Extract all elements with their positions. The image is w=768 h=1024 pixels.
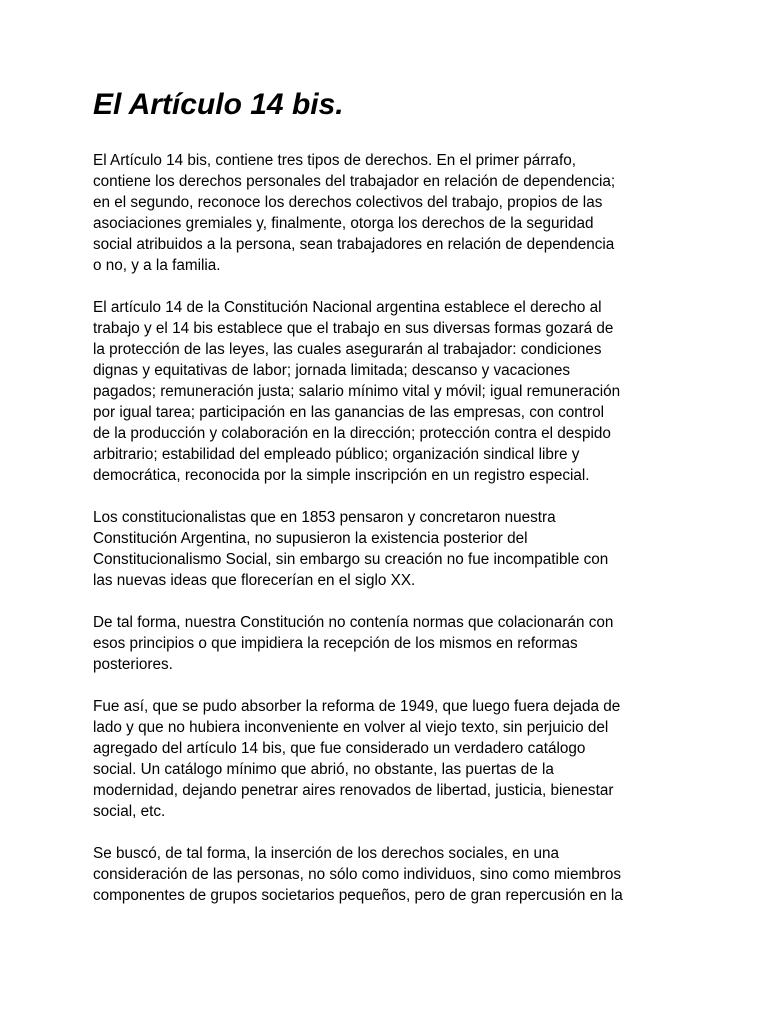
paragraph-line: trabajo y el 14 bis establece que el trabajo en sus diversas formas gozará de	[93, 320, 614, 337]
paragraph-line: esos principios o que impidiera la recepción de los mismos en reformas	[93, 635, 578, 652]
paragraph-line: agregado del artículo 14 bis, que fue considerado un verdadero catálogo	[93, 740, 586, 757]
paragraph-1	[93, 150, 693, 276]
paragraph-line: dignas y equitativas de labor; jornada limitada; descanso y vacaciones	[93, 362, 571, 379]
paragraph-5	[93, 696, 693, 822]
paragraph-line: o no, y a la familia.	[93, 257, 221, 274]
paragraph-4	[93, 612, 693, 675]
paragraph-line: posteriores.	[93, 656, 173, 673]
paragraph-line: componentes de grupos societarios pequeños, pero de gran repercusión en la	[93, 887, 623, 904]
paragraph-line: social atribuidos a la persona, sean trabajadores en relación de dependencia	[93, 236, 615, 253]
paragraph-line: Los constitucionalistas que en 1853 pensaron y concretaron nuestra	[93, 509, 556, 526]
paragraph-line: modernidad, dejando penetrar aires renovados de libertad, justicia, bienestar	[93, 782, 614, 799]
paragraph-line: El Artículo 14 bis, contiene tres tipos de derechos. En el primer párrafo,	[93, 152, 576, 169]
document-body	[93, 150, 693, 927]
document-title: El Artículo 14 bis.	[93, 88, 344, 121]
paragraph-3	[93, 507, 693, 591]
paragraph-line: democrática, reconocida por la simple inscripción en un registro especial.	[93, 467, 590, 484]
paragraph-line: El artículo 14 de la Constitución Nacional argentina establece el derecho al	[93, 299, 602, 316]
paragraph-6	[93, 843, 693, 906]
paragraph-line: la protección de las leyes, las cuales asegurarán al trabajador: condiciones	[93, 341, 602, 358]
paragraph-line: contiene los derechos personales del trabajador en relación de dependencia;	[93, 173, 616, 190]
paragraph-line: las nuevas ideas que florecerían en el siglo XX.	[93, 572, 416, 589]
paragraph-line: en el segundo, reconoce los derechos colectivos del trabajo, propios de las	[93, 194, 603, 211]
paragraph-2	[93, 297, 693, 486]
paragraph-line: social. Un catálogo mínimo que abrió, no obstante, las puertas de la	[93, 761, 554, 778]
paragraph-line: Constitucionalismo Social, sin embargo su creación no fue incompatible con	[93, 551, 609, 568]
paragraph-line: lado y que no hubiera inconveniente en volver al viejo texto, sin perjuicio del	[93, 719, 609, 736]
paragraph-line: de la producción y colaboración en la dirección; protección contra el despido	[93, 425, 611, 442]
paragraph-line: consideración de las personas, no sólo como individuos, sino como miembros	[93, 866, 622, 883]
paragraph-line: por igual tarea; participación en las ganancias de las empresas, con control	[93, 404, 605, 421]
paragraph-line: arbitrario; estabilidad del empleado público; organización sindical libre y	[93, 446, 580, 463]
paragraph-line: asociaciones gremiales y, finalmente, otorga los derechos de la seguridad	[93, 215, 594, 232]
paragraph-line: De tal forma, nuestra Constitución no contenía normas que colacionarán con	[93, 614, 614, 631]
paragraph-line: pagados; remuneración justa; salario mínimo vital y móvil; igual remuneración	[93, 383, 621, 400]
paragraph-line: Se buscó, de tal forma, la inserción de los derechos sociales, en una	[93, 845, 559, 862]
paragraph-line: social, etc.	[93, 803, 166, 820]
paragraph-line: Constitución Argentina, no supusieron la existencia posterior del	[93, 530, 528, 547]
paragraph-line: Fue así, que se pudo absorber la reforma de 1949, que luego fuera dejada de	[93, 698, 621, 715]
